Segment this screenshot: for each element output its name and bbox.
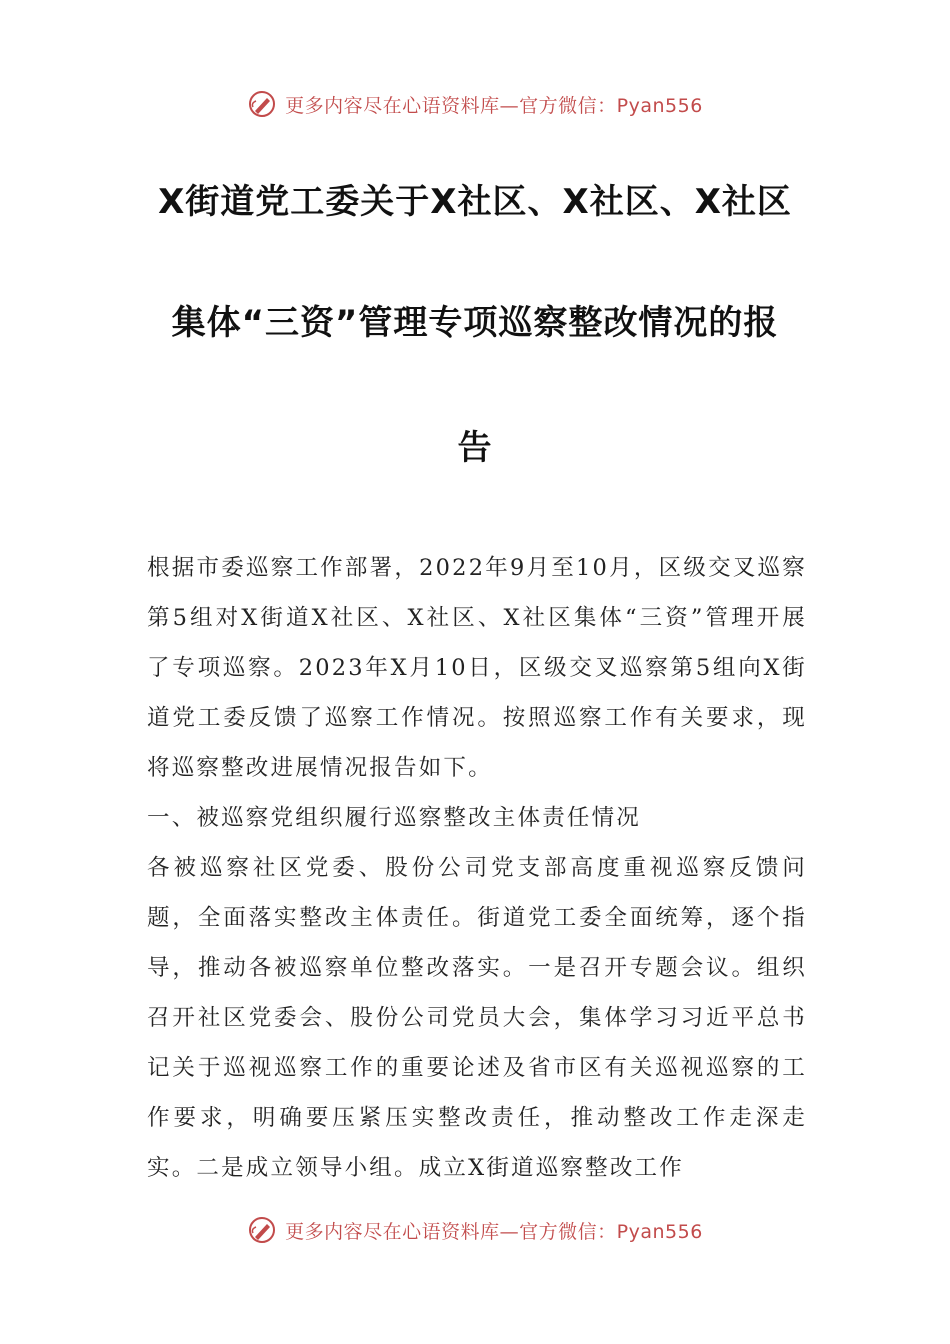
watermark-footer (0, 1210, 950, 1250)
document-body (147, 543, 807, 1193)
watermark-id: Pyan556 (616, 1220, 703, 1243)
paragraph-intro: 根据市委巡察工作部署，2022年9月至10月，区级交叉巡察第5组对X街道X社区、X社区、X社区集体“三资”管理开展了专项巡察。2023年X月10日，区级交叉巡察第5组向X街道党工委反馈了巡察工作情况。按照巡察工作有关要求，现将巡察整改进展情况报告如下。 (147, 555, 807, 781)
watermark-header (0, 84, 950, 124)
paragraph-section-1: 各被巡察社区党委、股份公司党支部高度重视巡察反馈问题，全面落实整改主体责任。街道党工委全面统筹，逐个指导，推动各被巡察单位整改落实。一是召开专题会议。组织召开社区党委会、股份公司党员大会，集体学习习近平总书记关于巡视巡察工作的重要论述及省市区有关巡视巡察的工作要求，明确要压紧压实整改责任，推动整改工作走深走实。二是成立领导小组。成立X街道巡察整改工作 (147, 855, 807, 1181)
document-title-line-3: 告 (457, 428, 493, 468)
section-heading-1: 一、被巡察党组织履行巡察整改主体责任情况 (147, 805, 642, 831)
document-title-line-2: 集体“三资”管理专项巡察整改情况的报 (171, 303, 779, 343)
pen-logo-icon (247, 1215, 277, 1245)
pen-logo-icon (247, 89, 277, 119)
watermark-id: Pyan556 (616, 94, 703, 117)
document-title-line-1: X街道党工委关于X社区、X社区、X社区 (158, 182, 792, 222)
watermark-text: 更多内容尽在心语资料库—官方微信：Pyan556 (285, 1220, 703, 1243)
watermark-text: 更多内容尽在心语资料库—官方微信：Pyan556 (285, 94, 703, 117)
